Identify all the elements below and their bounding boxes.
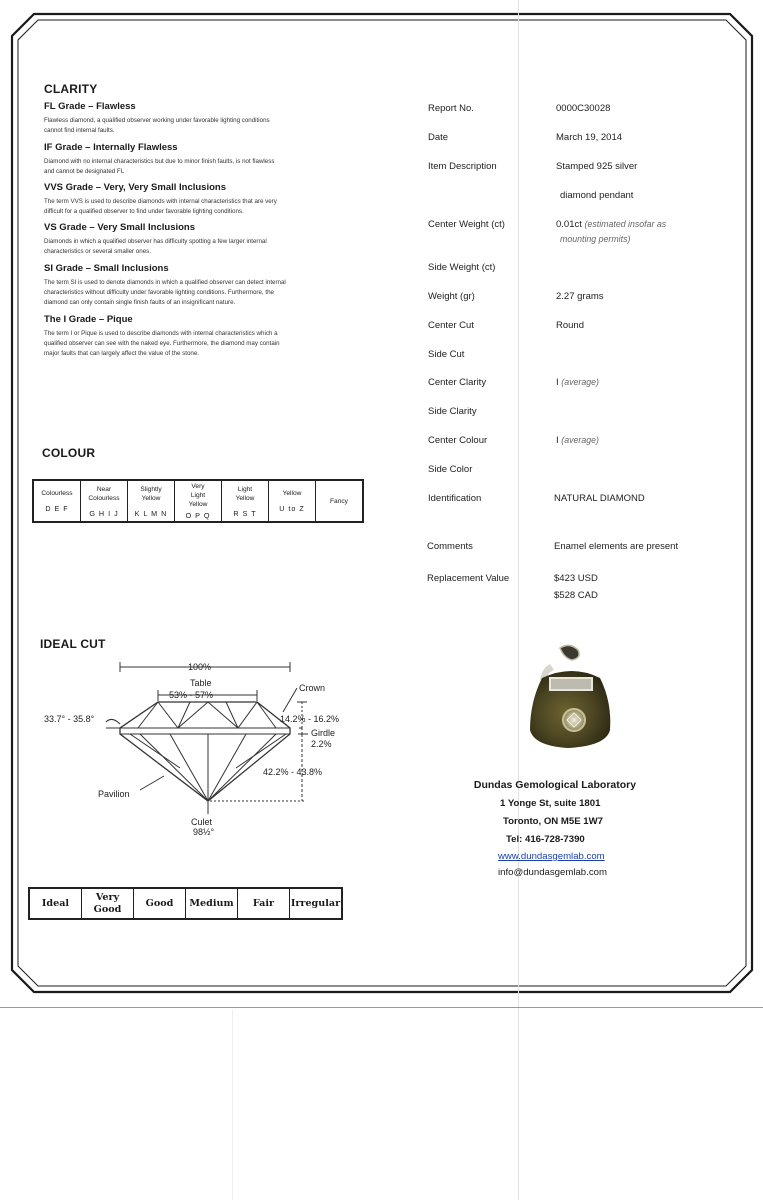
- girdle-label: Girdle: [311, 728, 336, 738]
- cut-grade-text: Good: [145, 897, 174, 909]
- colour-codes: D E F: [45, 504, 69, 513]
- colour-name: Light: [190, 492, 206, 499]
- colour-name: Near: [96, 485, 112, 493]
- girdle-value: 2.2%: [311, 739, 332, 749]
- cut-grade-cell: [186, 888, 238, 919]
- grade-desc-fl: [44, 116, 364, 136]
- grade-desc-i: [44, 329, 364, 359]
- side-color-label: Side Color: [428, 464, 473, 475]
- fold-line: [232, 1010, 233, 1200]
- center-weight-note: (estimated insofar as: [584, 219, 667, 229]
- colour-name: Colourless: [41, 490, 73, 497]
- desc-line: Diamond with no internal characteristics but due to minor finish faults, is not flawless: [44, 158, 275, 165]
- pendant-photo: [520, 642, 630, 754]
- colour-name: Light: [237, 485, 253, 493]
- report-no-value: 0000C30028: [556, 103, 611, 114]
- desc-line: qualified observer can see with the naked eye. Furthermore, the diamond may contain: [44, 340, 280, 347]
- lab-website-link[interactable]: www.dundasgemlab.com: [498, 851, 605, 862]
- colour-codes: K L M N: [134, 508, 168, 518]
- center-colour-grade: I: [556, 435, 559, 446]
- item-description-value: Stamped 925 silver: [556, 161, 638, 172]
- desc-line: major faults that can largely affect the value of the stone.: [44, 350, 200, 357]
- side-clarity-label: Side Clarity: [428, 406, 477, 417]
- colour-codes: R S T: [233, 508, 257, 518]
- cut-grade-text: Irregular: [290, 897, 341, 909]
- replacement-value-cad: $528 CAD: [554, 590, 598, 601]
- ideal-cut-heading: IDEAL CUT: [40, 637, 106, 651]
- colour-name: Fancy: [330, 497, 348, 505]
- center-weight-note-2: mounting permits): [560, 234, 631, 244]
- lab-phone: Tel: 416-728-7390: [506, 834, 585, 845]
- grade-title-i: The I Grade – Pique: [44, 314, 133, 325]
- desc-line: diamond can only contain single finish faults of an insignificant nature.: [44, 299, 236, 306]
- desc-line: The term I or Pique is used to describe diamonds with internal characteristics which a: [44, 330, 278, 337]
- colour-name: Yellow: [235, 494, 255, 502]
- lab-address-1: 1 Yonge St, suite 1801: [500, 798, 601, 809]
- width-label: 100%: [188, 662, 212, 672]
- desc-line: The term SI is used to denote diamonds in which a qualified observer can detect internal: [44, 279, 286, 286]
- cut-grade-cell: [82, 888, 134, 919]
- center-clarity-value: [556, 377, 599, 388]
- cut-grade-table: [28, 887, 343, 920]
- center-clarity-note: (average): [561, 377, 599, 387]
- clarity-heading: CLARITY: [44, 82, 98, 96]
- desc-line: cannot find internal faults.: [44, 127, 115, 134]
- fold-line: [518, 0, 519, 1200]
- desc-line: and cannot be designated FL: [44, 168, 125, 175]
- colour-cell: [316, 480, 364, 522]
- table-range: 53% - 57%: [169, 690, 214, 700]
- grade-desc-vvs: [44, 197, 364, 217]
- side-cut-label: Side Cut: [428, 349, 465, 360]
- colour-name: Yellow: [141, 494, 161, 502]
- colour-cell: [81, 480, 128, 522]
- colour-codes: G H I J: [89, 508, 119, 518]
- desc-line: difficult for a qualified observer to find under favorable lighting conditions.: [44, 208, 244, 215]
- table-label: Table: [190, 678, 212, 688]
- grade-desc-if: [44, 157, 364, 177]
- lab-email: info@dundasgemlab.com: [498, 867, 607, 878]
- item-description-label: Item Description: [428, 161, 497, 172]
- grade-desc-si: [44, 278, 364, 308]
- date-value: March 19, 2014: [556, 132, 623, 143]
- center-colour-note: (average): [561, 435, 599, 445]
- crown-height: 14.2% - 16.2%: [280, 714, 340, 724]
- lab-address-2: Toronto, ON M5E 1W7: [503, 816, 604, 827]
- page-bottom-rule: [0, 1007, 763, 1008]
- colour-codes: O P Q: [185, 511, 211, 520]
- colour-name: Colourless: [88, 494, 120, 502]
- replacement-value-usd: $423 USD: [554, 573, 598, 584]
- colour-cell: [128, 480, 175, 522]
- crown-label: Crown: [299, 683, 326, 693]
- grade-desc-vs: [44, 237, 364, 257]
- center-colour-value: [556, 435, 599, 446]
- colour-cell: [269, 480, 316, 522]
- cut-grade-cell: [134, 888, 186, 919]
- crown-angle: 33.7° - 35.8°: [44, 714, 95, 724]
- grade-title-si: SI Grade – Small Inclusions: [44, 263, 169, 274]
- date-label: Date: [428, 132, 449, 143]
- cut-grade-text: Very: [95, 891, 120, 903]
- colour-name: Yellow: [188, 501, 208, 508]
- cut-grade-text: Medium: [189, 897, 234, 909]
- colour-codes: U to Z: [279, 504, 305, 513]
- center-cut-value: Round: [556, 320, 584, 331]
- cut-grade-cell: [238, 888, 290, 919]
- colour-heading: COLOUR: [42, 446, 96, 460]
- center-clarity-grade: I: [556, 377, 559, 388]
- center-weight-number: 0.01ct: [556, 219, 582, 230]
- desc-line: Flawless diamond, a qualified observer working under favorable lighting conditions: [44, 117, 270, 124]
- comments-value: Enamel elements are present: [554, 541, 679, 552]
- cut-grade-cell: [29, 888, 82, 919]
- identification-value: NATURAL DIAMOND: [554, 493, 645, 504]
- culet-value: 98½°: [193, 827, 215, 837]
- identification-label: Identification: [428, 493, 482, 504]
- colour-cell: [175, 480, 222, 522]
- weight-value: 2.27 grams: [556, 291, 604, 302]
- pavilion-depth: 42.2% - 43.8%: [263, 767, 323, 777]
- center-colour-label: Center Colour: [428, 435, 488, 446]
- center-weight-label: Center Weight (ct): [428, 219, 505, 230]
- center-weight-value: [556, 219, 666, 230]
- center-clarity-label: Center Clarity: [428, 377, 487, 388]
- diamond-proportions-diagram: [40, 658, 370, 840]
- colour-name: Very: [191, 483, 205, 490]
- center-cut-label: Center Cut: [428, 320, 474, 331]
- grade-title-vvs: VVS Grade – Very, Very Small Inclusions: [44, 182, 226, 193]
- replacement-value-label: Replacement Value: [427, 573, 510, 584]
- item-description-value-2: diamond pendant: [560, 190, 634, 201]
- weight-label: Weight (gr): [428, 291, 475, 302]
- cut-grade-cell: [290, 888, 343, 919]
- cut-grade-text: Ideal: [41, 897, 70, 909]
- colour-scale-table: [32, 479, 364, 523]
- pavilion-label: Pavilion: [98, 789, 130, 799]
- grade-title-vs: VS Grade – Very Small Inclusions: [44, 222, 196, 233]
- colour-cell: [33, 480, 81, 522]
- desc-line: characteristics or several smaller ones.: [44, 248, 151, 255]
- grade-title-fl: FL Grade – Flawless: [44, 101, 136, 112]
- culet-label: Culet: [191, 817, 213, 827]
- cut-grade-text: Fair: [252, 897, 275, 909]
- side-weight-label: Side Weight (ct): [428, 262, 496, 273]
- comments-label: Comments: [427, 541, 473, 552]
- colour-cell: [222, 480, 269, 522]
- lab-name: Dundas Gemological Laboratory: [473, 779, 637, 791]
- cut-grade-text: Good: [93, 903, 122, 915]
- colour-name: Yellow: [282, 490, 302, 497]
- grade-title-if: IF Grade – Internally Flawless: [44, 142, 178, 153]
- desc-line: The term VVS is used to describe diamonds with internal characteristics that are very: [44, 198, 277, 205]
- colour-name: Slightly: [140, 485, 162, 493]
- desc-line: Diamonds in which a qualified observer has difficulty spotting a few larger internal: [44, 238, 267, 245]
- desc-line: characteristics without difficulty under favorable lighting conditions. Furthermore, the: [44, 289, 274, 296]
- report-no-label: Report No.: [428, 103, 474, 114]
